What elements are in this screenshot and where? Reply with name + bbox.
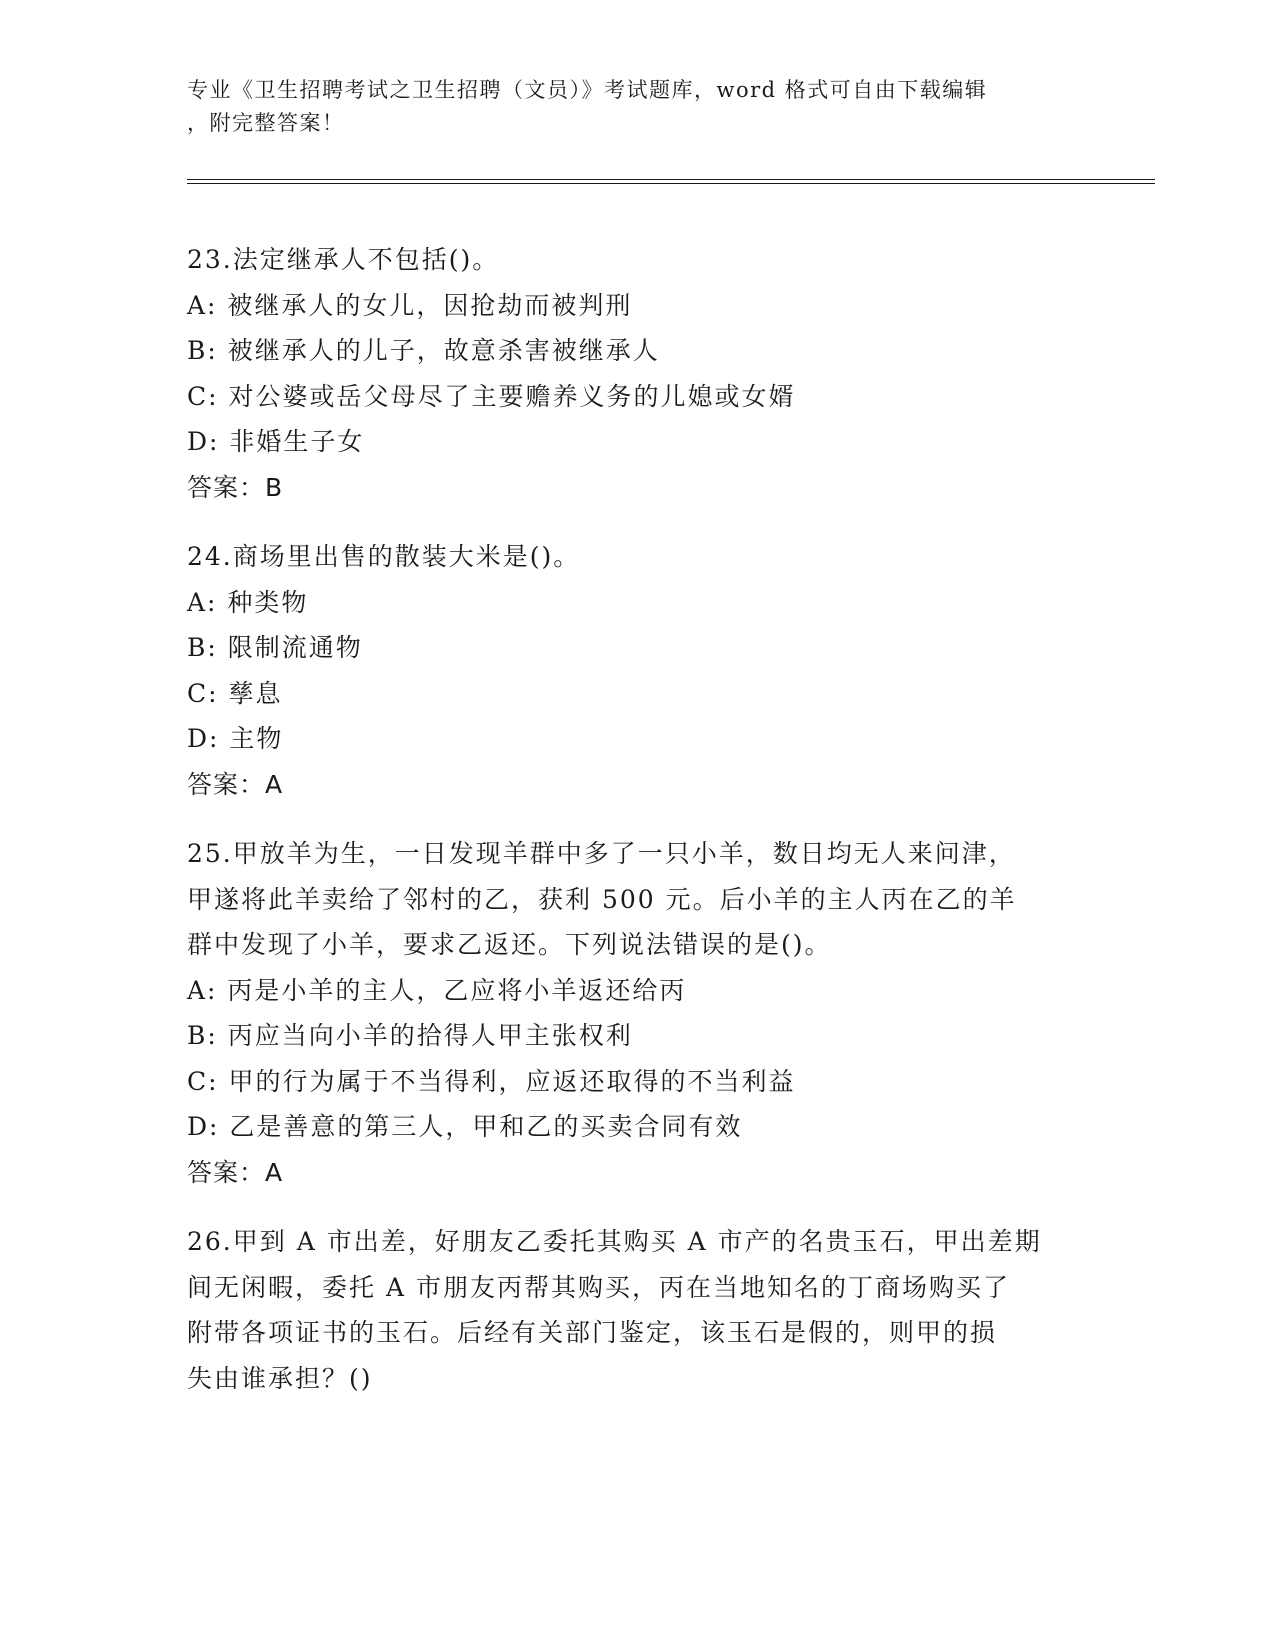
question-24	[187, 534, 1087, 807]
option-b: B: 被继承人的儿子，故意杀害被继承人	[187, 336, 660, 365]
option-b: B: 限制流通物	[187, 633, 363, 662]
question-stem-line: 26.甲到 A 市出差，好朋友乙委托其购买 A 市产的名贵玉石，甲出差期	[187, 1227, 1042, 1256]
question-stem-line: 间无闲暇，委托 A 市朋友丙帮其购买，丙在当地知名的丁商场购买了	[187, 1272, 1010, 1302]
question-stem-line: 23.法定继承人不包括()。	[187, 245, 500, 274]
header-divider-top	[187, 179, 1155, 180]
option-d: D: 非婚生子女	[187, 427, 365, 456]
option-c: C: 孳息	[187, 678, 283, 708]
answer-line: 答案：A	[187, 769, 284, 799]
document-header	[187, 74, 1087, 140]
question-stem-line: 24.商场里出售的散装大米是()。	[187, 542, 581, 571]
question-stem-line: 甲遂将此羊卖给了邻村的乙，获利 500 元。后小羊的主人丙在乙的羊	[187, 884, 1017, 914]
header-line-2: ，附完整答案！	[187, 111, 345, 135]
option-d: D: 主物	[187, 724, 284, 753]
answer-line: 答案：B	[187, 472, 284, 502]
option-a: A: 被继承人的女儿，因抢劫而被判刑	[187, 290, 633, 320]
question-25	[187, 831, 1087, 1195]
question-list	[187, 237, 1087, 1425]
option-c: C: 甲的行为属于不当得利，应返还取得的不当利益	[187, 1066, 796, 1096]
option-b: B: 丙应当向小羊的拾得人甲主张权利	[187, 1021, 633, 1050]
question-stem-line: 失由谁承担？()	[187, 1363, 373, 1393]
option-a: A: 丙是小羊的主人，乙应将小羊返还给丙	[187, 975, 687, 1005]
question-23	[187, 237, 1087, 510]
question-26	[187, 1219, 1087, 1401]
question-stem-line: 25.甲放羊为生，一日发现羊群中多了一只小羊，数日均无人来问津，	[187, 839, 1016, 868]
question-stem-line: 附带各项证书的玉石。后经有关部门鉴定，该玉石是假的，则甲的损	[187, 1318, 998, 1347]
answer-line: 答案：A	[187, 1157, 284, 1187]
option-c: C: 对公婆或岳父母尽了主要赡养义务的儿媳或女婿	[187, 381, 796, 411]
question-stem-line: 群中发现了小羊，要求乙返还。下列说法错误的是()。	[187, 930, 832, 959]
header-line-1: 专业《卫生招聘考试之卫生招聘（文员）》考试题库，word 格式可自由下载编辑	[187, 78, 988, 102]
option-d: D: 乙是善意的第三人，甲和乙的买卖合同有效	[187, 1112, 743, 1141]
option-a: A: 种类物	[187, 587, 309, 617]
header-divider-bottom	[187, 183, 1155, 184]
